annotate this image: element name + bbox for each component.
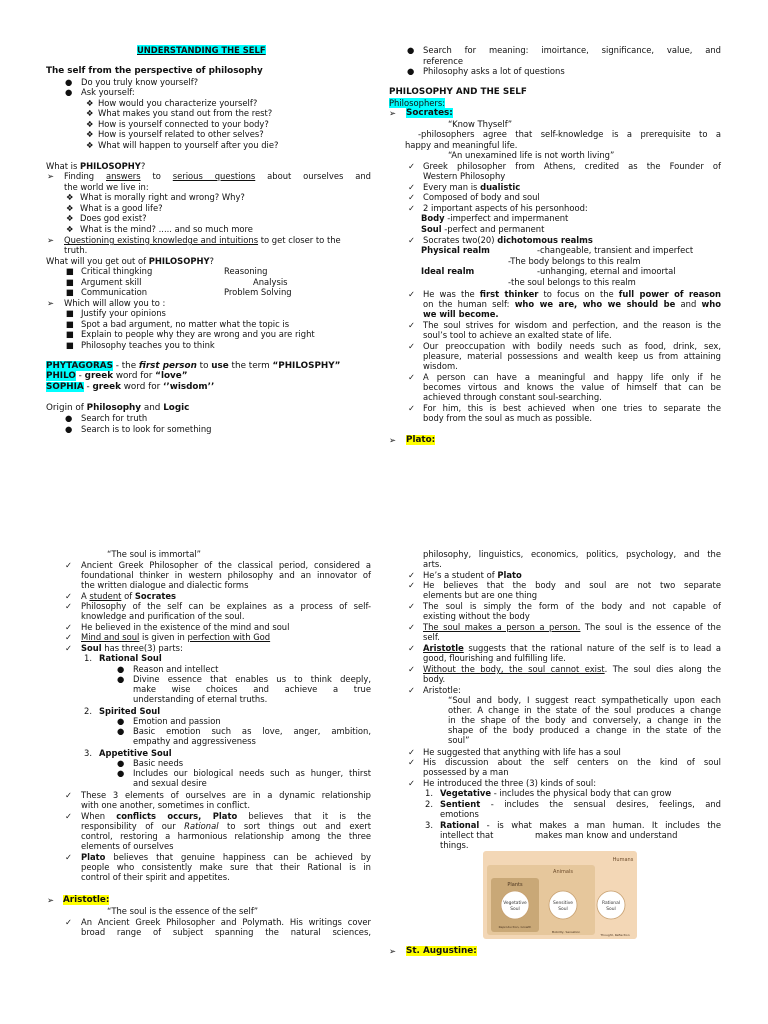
- list-item-cont: good, flourishing and fulfilling life.: [423, 653, 566, 663]
- list-item: A person can have a meaningful and happy life only if he: [423, 372, 721, 382]
- aristotle-heading: Aristotle:: [63, 895, 110, 905]
- get-out-question: What will you get out of PHILOSOPHY?: [46, 256, 214, 266]
- humans-caption: Thought, Reflection: [600, 933, 630, 937]
- skill-item: Critical thingking: [81, 266, 153, 276]
- check-icon: ✓: [408, 622, 416, 632]
- list-item: Sentient - includes the sensual desires, feelings, and: [440, 799, 721, 809]
- square-bullet-icon: ■: [66, 340, 74, 350]
- check-icon: ✓: [65, 632, 73, 642]
- list-number: 3.: [84, 748, 92, 758]
- square-bullet-icon: ■: [66, 266, 74, 276]
- list-item-cont: elements but are one thing: [423, 590, 538, 600]
- list-item-cont: elements of ourselves: [81, 841, 174, 851]
- diamond-bullet-icon: ❖: [86, 108, 94, 118]
- list-item: The soul strives for wisdom and perfection, and the reason is the: [423, 320, 721, 330]
- section-heading: PHILOSOPHY AND THE SELF: [389, 87, 527, 97]
- list-item-cont: make wise choices and achieve a true: [133, 684, 371, 694]
- list-item-cont: empathy and aggressiveness: [133, 736, 256, 746]
- check-icon: ✓: [408, 778, 416, 788]
- ideal-realm-desc: -the soul belongs to this realm: [508, 277, 636, 287]
- list-item: Soul has three(3) parts:: [81, 643, 183, 653]
- check-icon: ✓: [408, 601, 416, 611]
- quote-line: soul”: [448, 735, 470, 745]
- list-item: Questioning existing knowledge and intuitions to get closer to the: [64, 235, 341, 245]
- list-item: Search for truth: [81, 413, 148, 423]
- what-is-question: What is PHILOSOPHY?: [46, 161, 146, 171]
- quote-line: other. A change in the state of the soul produces a change: [448, 705, 721, 715]
- diamond-bullet-icon: ❖: [66, 224, 74, 234]
- list-item-cont: philosophy, linguistics, economics, politics, psychology, and the: [423, 549, 721, 559]
- list-item: Ask yourself:: [81, 87, 135, 97]
- vegetative-soul-label: Soul: [510, 907, 520, 912]
- sensitive-soul-label: Soul: [558, 907, 568, 912]
- list-item: Justify your opinions: [81, 308, 166, 318]
- list-item: What will happen to yourself after you die?: [98, 140, 279, 150]
- list-item: He suggested that anything with life has a soul: [423, 747, 621, 757]
- arrow-bullet-icon: ➢: [389, 946, 397, 956]
- arrow-bullet-icon: ➢: [47, 235, 55, 245]
- list-item: Explain to people why they are wrong and you are right: [81, 329, 315, 339]
- list-item: Includes our biological needs such as hunger, thirst: [133, 768, 371, 778]
- arrow-bullet-icon: ➢: [389, 108, 397, 118]
- animals-label: Animals: [553, 869, 573, 875]
- list-item-cont: things.: [440, 840, 469, 850]
- list-item-cont: knowledge and purification of the soul.: [81, 611, 245, 621]
- check-icon: ✓: [408, 757, 416, 767]
- check-icon: ✓: [408, 372, 416, 382]
- ideal-realm-desc: -unhanging, eternal and imoortal: [537, 266, 676, 276]
- list-item: These 3 elements of ourselves are in a dynamic relationship: [81, 790, 371, 800]
- list-item: Greek philosopher from Athens, credited as the Founder of: [423, 161, 721, 171]
- check-icon: ✓: [408, 203, 416, 213]
- list-item: He’s a student of Plato: [423, 570, 522, 580]
- list-item-cont: with one another, sometimes in conflict.: [81, 800, 250, 810]
- socrates-heading: Socrates:: [406, 108, 453, 118]
- bullet-icon: ●: [65, 87, 73, 97]
- paragraph-line: happy and meaningful life.: [405, 140, 518, 150]
- square-bullet-icon: ■: [66, 308, 74, 318]
- list-number: 3.: [425, 820, 433, 830]
- check-icon: ✓: [408, 235, 416, 245]
- bullet-icon: ●: [65, 77, 73, 87]
- check-icon: ✓: [408, 182, 416, 192]
- check-icon: ✓: [408, 161, 416, 171]
- list-item: How would you characterize yourself?: [98, 98, 258, 108]
- check-icon: ✓: [408, 643, 416, 653]
- skill-item: Reasoning: [224, 266, 268, 276]
- list-item: He introduced the three (3) kinds of soul:: [423, 778, 597, 788]
- list-item: Finding answers to serious questions about ourselves and: [64, 171, 371, 181]
- rational-soul-label: Rational: [602, 901, 620, 906]
- body-aspect: Body -imperfect and impermanent: [421, 213, 569, 223]
- bullet-icon: ●: [117, 674, 125, 684]
- quote-line: shape of the body produced a change in the state of the: [448, 725, 721, 735]
- list-item: Socrates two(20) dichotomous realms: [423, 235, 593, 245]
- quote-line: in the shape of the body and conversely, a change in the: [448, 715, 721, 725]
- sensitive-soul-label: Sensitive: [552, 901, 574, 906]
- rational-soul-label: Soul: [606, 907, 616, 912]
- list-item-cont: truth.: [64, 245, 88, 255]
- check-icon: ✓: [65, 601, 73, 611]
- list-item: Philosophy asks a lot of questions: [423, 66, 565, 76]
- diamond-bullet-icon: ❖: [66, 192, 74, 202]
- list-item-cont: self.: [423, 632, 440, 642]
- paragraph-line: -philosophers agree that self-knowledge is a prerequisite to a: [418, 129, 721, 139]
- bullet-icon: ●: [407, 45, 415, 55]
- list-item-cont: reference: [423, 56, 463, 66]
- list-item-cont: soul’s tool to achieve an exalted state of life.: [423, 330, 612, 340]
- list-item: Aristotle suggests that the rational nature of the self is to lead a: [423, 643, 721, 653]
- bullet-icon: ●: [117, 716, 125, 726]
- list-number: 1.: [425, 788, 433, 798]
- plants-label: Plants: [507, 882, 523, 888]
- list-item: What is a good life?: [80, 203, 163, 213]
- list-item: Do you truly know yourself?: [81, 77, 199, 87]
- check-icon: ✓: [65, 917, 73, 927]
- soul-aspect: Soul -perfect and permanent: [421, 224, 545, 234]
- list-item: Search is to look for something: [81, 424, 212, 434]
- list-item: 2 important aspects of his personhood:: [423, 203, 588, 213]
- list-item-cont: broad range of subject spanning the natural sciences,: [81, 927, 371, 937]
- check-icon: ✓: [408, 341, 416, 351]
- plants-caption: Reproduction, Growth: [498, 925, 532, 929]
- quote: “Know Thyself”: [448, 119, 513, 129]
- diamond-bullet-icon: ❖: [66, 213, 74, 223]
- diamond-bullet-icon: ❖: [66, 203, 74, 213]
- list-item: His discussion about the self centers on the kind of soul: [423, 757, 721, 767]
- plato-heading: Plato:: [406, 435, 436, 445]
- appetitive-soul-heading: Appetitive Soul: [99, 748, 172, 758]
- check-icon: ✓: [408, 570, 416, 580]
- bullet-icon: ●: [117, 758, 125, 768]
- list-item: Plato believes that genuine happiness can be achieved by: [81, 852, 371, 862]
- list-item-cont: control of their spirit and appetites.: [81, 872, 230, 882]
- list-item-cont: emotions: [440, 809, 479, 819]
- skill-item: Argument skill: [81, 277, 142, 287]
- list-item-cont: makes man know and understand: [535, 830, 678, 840]
- list-item-cont: body from the soul as much as possible.: [423, 413, 593, 423]
- quote: “The soul is the essence of the self”: [107, 906, 259, 916]
- list-item-cont: the world we live in:: [64, 182, 149, 192]
- list-item-cont: responsibility of our Rational to sort things out and exert: [81, 821, 371, 831]
- list-item: Philosophy of the self can be explaines as a process of self-: [81, 601, 371, 611]
- check-icon: ✓: [408, 192, 416, 202]
- square-bullet-icon: ■: [66, 287, 74, 297]
- bullet-icon: ●: [117, 664, 125, 674]
- humans-label: Humans: [612, 857, 634, 863]
- sophia-line: SOPHIA - greek word for ‘’wisdom’’: [46, 382, 215, 392]
- list-item: He believed in the existence of the mind and soul: [81, 622, 290, 632]
- list-item-cont: wisdom.: [423, 361, 458, 371]
- bullet-icon: ●: [65, 424, 73, 434]
- list-item: Basic needs: [133, 758, 184, 768]
- list-item: Reason and intellect: [133, 664, 219, 674]
- list-item: What is morally right and wrong? Why?: [80, 192, 245, 202]
- check-icon: ✓: [408, 320, 416, 330]
- list-item-cont: intellect that: [440, 830, 494, 840]
- list-item: Basic emotion such as love, anger, ambition,: [133, 726, 371, 736]
- bullet-icon: ●: [117, 768, 125, 778]
- list-item: Does god exist?: [80, 213, 147, 223]
- bullet-icon: ●: [117, 726, 125, 736]
- bullet-icon: ●: [407, 66, 415, 76]
- list-item: How is yourself related to other selves?: [98, 129, 264, 139]
- list-item: He believes that the body and soul are not two separate: [423, 580, 721, 590]
- list-item: An Ancient Greek Philosopher and Polymath. His writings cover: [81, 917, 371, 927]
- list-item-cont: people who consistently make sure that their Rational is in: [81, 862, 371, 872]
- list-number: 2.: [425, 799, 433, 809]
- list-item-cont: we will become.: [423, 309, 499, 319]
- list-item: For him, this is best achieved when one tries to separate the: [423, 403, 721, 413]
- list-item-cont: becomes virtous and knows the value of himself that can be: [423, 382, 721, 392]
- diamond-bullet-icon: ❖: [86, 129, 94, 139]
- list-item: Every man is dualistic: [423, 182, 521, 192]
- list-item-cont: Western Philosophy: [423, 171, 506, 181]
- page-2: [0, 520, 768, 1024]
- list-item: Which will allow you to :: [64, 298, 166, 308]
- skill-item: Communication: [81, 287, 148, 297]
- check-icon: ✓: [65, 591, 73, 601]
- list-item-cont: pleasure, material possessions and wealth keep us from attaining: [423, 351, 721, 361]
- list-item: Emotion and passion: [133, 716, 221, 726]
- list-item: Mind and soul is given in perfection with God: [81, 632, 271, 642]
- square-bullet-icon: ■: [66, 319, 74, 329]
- list-item-cont: the written dialogue and dialectic forms: [81, 580, 249, 590]
- soul-diagram: [483, 851, 637, 939]
- section-heading: The self from the perspective of philosophy: [46, 66, 263, 76]
- arrow-bullet-icon: ➢: [47, 895, 55, 905]
- list-item-cont: achieved through constant soul-searching.: [423, 392, 602, 402]
- arrow-bullet-icon: ➢: [389, 435, 397, 445]
- diamond-bullet-icon: ❖: [86, 98, 94, 108]
- list-item: Divine essence that enables us to think deeply,: [133, 674, 371, 684]
- quote-line: “Soul and body, I suggest react sympathetically upon each: [448, 695, 721, 705]
- check-icon: ✓: [408, 747, 416, 757]
- skill-item: Analysis: [253, 277, 288, 287]
- physical-realm-desc: -The body belongs to this realm: [508, 256, 641, 266]
- list-item: Spot a bad argument, no matter what the topic is: [81, 319, 290, 329]
- check-icon: ✓: [65, 790, 73, 800]
- check-icon: ✓: [65, 811, 73, 821]
- list-item: A student of Socrates: [81, 591, 177, 601]
- bullet-icon: ●: [65, 413, 73, 423]
- check-icon: ✓: [65, 643, 73, 653]
- list-item: Composed of body and soul: [423, 192, 540, 202]
- st-augustine-heading: St. Augustine:: [406, 946, 477, 956]
- philosophers-label: Philosophers:: [389, 98, 446, 108]
- list-item: The soul is simply the form of the body and not capable of: [423, 601, 721, 611]
- diamond-bullet-icon: ❖: [86, 119, 94, 129]
- list-number: 1.: [84, 653, 92, 663]
- ideal-realm: Ideal realm: [421, 266, 475, 276]
- list-item: Rational - is what makes a man human. It includes the: [440, 820, 721, 830]
- list-item-cont: foundational thinker in western philosophy and an innovator of: [81, 570, 371, 580]
- check-icon: ✓: [65, 622, 73, 632]
- list-item: What makes you stand out from the rest?: [98, 108, 273, 118]
- philo-line: PHILO - greek word for “love”: [46, 371, 188, 381]
- list-item: Ancient Greek Philosopher of the classical period, considered a: [81, 560, 371, 570]
- list-item-cont: existing without the body: [423, 611, 530, 621]
- list-item-cont: understanding of eternal truths.: [133, 694, 268, 704]
- check-icon: ✓: [65, 560, 73, 570]
- quote: “The soul is immortal”: [107, 549, 202, 559]
- list-item: Vegetative - includes the physical body that can grow: [440, 788, 672, 798]
- square-bullet-icon: ■: [66, 277, 74, 287]
- list-item-cont: arts.: [423, 559, 442, 569]
- spirited-soul-heading: Spirited Soul: [99, 706, 161, 716]
- diamond-bullet-icon: ❖: [86, 140, 94, 150]
- list-item: How is yourself connected to your body?: [98, 119, 269, 129]
- skill-item: Problem Solving: [224, 287, 292, 297]
- list-item-cont: on the human self: who we are, who we should be and who: [423, 299, 721, 309]
- phytagoras-line: PHYTAGORAS - the first person to use the term “PHILOSPHY”: [46, 361, 341, 371]
- arrow-bullet-icon: ➢: [47, 298, 55, 308]
- list-item: Without the body, the soul cannot exist. The soul dies along the: [423, 664, 721, 674]
- quote: “An unexamined life is not worth living”: [448, 150, 615, 160]
- square-bullet-icon: ■: [66, 329, 74, 339]
- check-icon: ✓: [408, 580, 416, 590]
- list-item: The soul makes a person a person. The soul is the essence of the: [423, 622, 721, 632]
- physical-realm-desc: -changeable, transient and imperfect: [537, 245, 694, 255]
- title-text: UNDERSTANDING THE SELF: [137, 45, 266, 55]
- list-item-cont: possessed by a man: [423, 767, 509, 777]
- check-icon: ✓: [408, 289, 416, 299]
- check-icon: ✓: [408, 403, 416, 413]
- check-icon: ✓: [65, 852, 73, 862]
- list-item: Our preoccupation with bodily needs such as food, drink, sex,: [423, 341, 721, 351]
- list-item: When conflicts occurs, Plato believes that it is the: [81, 811, 371, 821]
- physical-realm: Physical realm: [421, 245, 490, 255]
- list-item-cont: body.: [423, 674, 446, 684]
- arrow-bullet-icon: ➢: [47, 171, 55, 181]
- animals-caption: Mobility, Sensation: [551, 930, 581, 934]
- list-item: Search for meaning: imoirtance, significance, value, and: [423, 45, 721, 55]
- list-item-cont: and sexual desire: [133, 778, 207, 788]
- page-title: [137, 45, 266, 55]
- list-item: What is the mind? ..... and so much more: [80, 224, 253, 234]
- check-icon: ✓: [408, 685, 416, 695]
- vegetative-soul-label: Vegetative: [503, 901, 527, 906]
- list-item: He was the first thinker to focus on the full power of reason: [423, 289, 721, 299]
- list-item: Aristotle:: [423, 685, 461, 695]
- origin-line: Origin of Philosophy and Logic: [46, 403, 190, 413]
- list-item: Philosophy teaches you to think: [81, 340, 215, 350]
- check-icon: ✓: [408, 664, 416, 674]
- rational-soul-heading: Rational Soul: [99, 653, 162, 663]
- list-item-cont: control, restoring a harmonious relationship among the three: [81, 831, 371, 841]
- list-number: 2.: [84, 706, 92, 716]
